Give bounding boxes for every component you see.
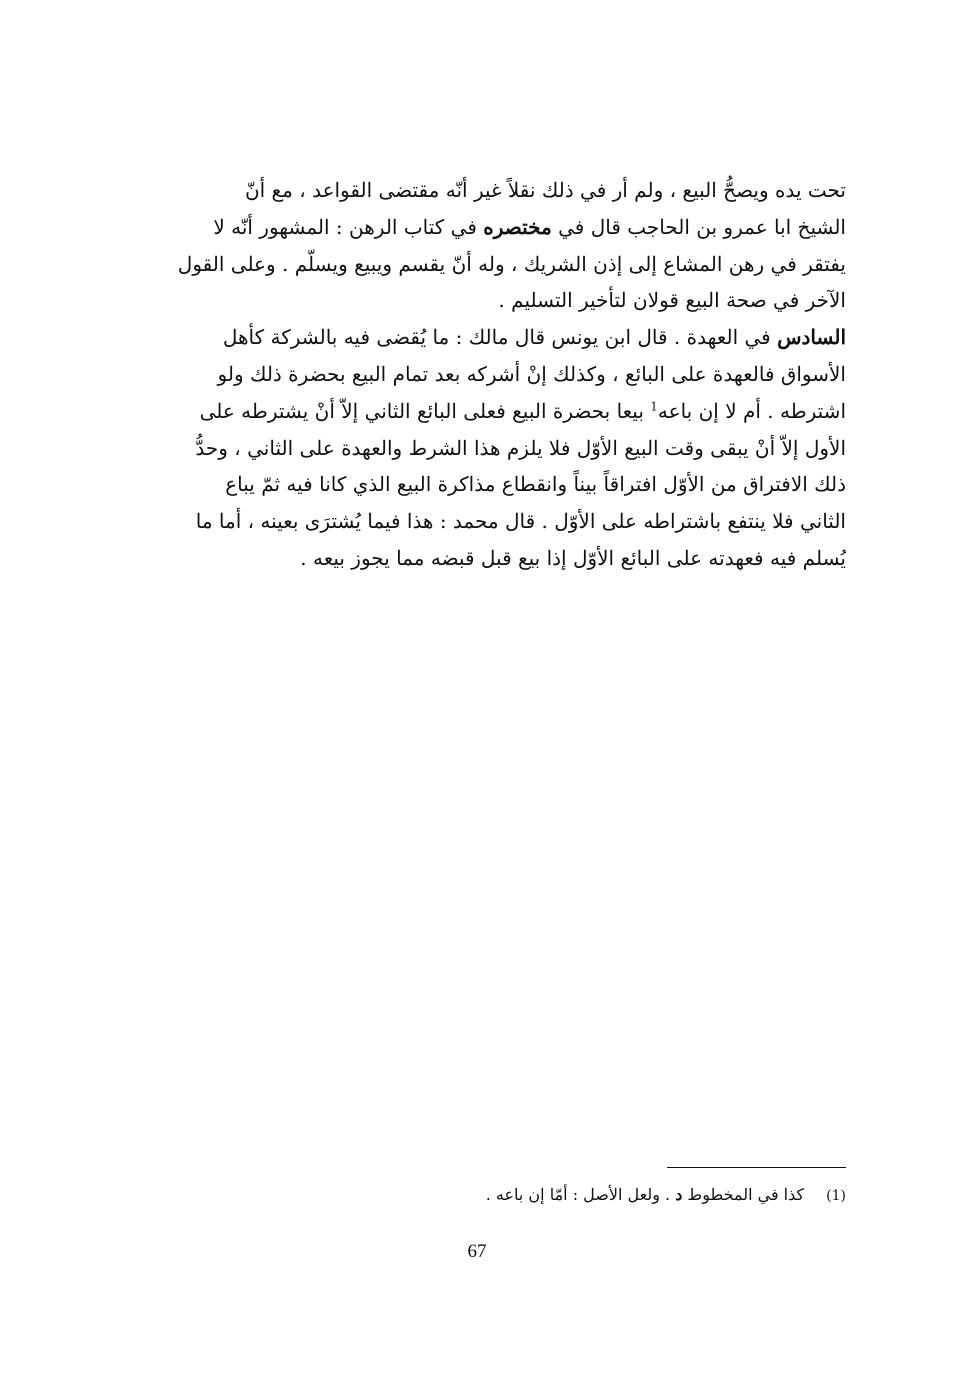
paragraph-2-line-1 (170, 319, 846, 356)
paragraph-1-line-1: تحت يده ويصحُّ البيع ، ولم أر في ذلك نقلاً غير أنّه مقتضى القواعد ، مع أنّ (244, 178, 846, 202)
paragraph-2-line-5: ذلك الافتراق من الأوّل افتراقاً بيناً وانقطاع مذاكرة البيع الذي كانا فيه ثمّ يباع (225, 472, 846, 497)
footnote-reference: 1 (650, 399, 658, 414)
paragraph-2-line-3 (170, 393, 846, 430)
main-text (170, 172, 846, 577)
paragraph-2-line-6: الثاني فلا ينتفع باشتراطه على الأوّل . قال محمد : هذا فيما يُشترَى بعينه ، أما ما (195, 509, 846, 534)
manuscript-siglum: د (675, 1185, 683, 1204)
paragraph-2 (170, 319, 846, 577)
footnote-divider (667, 1167, 846, 1168)
footnote (300, 1183, 846, 1208)
paragraph-2-line-3-start: اشترطه . أم لا إن باعه (657, 398, 846, 423)
page-number: 67 (467, 1241, 487, 1262)
paragraph-2-line-2: الأسواق فالعهدة على البائع ، وكذلك إنْ أشركه بعد تمام البيع بحضرة ذلك ولو (217, 361, 846, 386)
footnote-text-start: كذا في المخطوط (682, 1185, 805, 1204)
line-2-text-start: الشيخ ابا عمرو بن الحاجب قال في (551, 214, 846, 239)
book-title-mukhtasar: مختصره (483, 214, 552, 239)
paragraph-2-line-3-end: بيعا بحضرة البيع فعلى البائع الثاني إلاّ أنْ يشترطه على (199, 398, 651, 423)
paragraph-2-line-4: الأول إلاّ أنْ يبقى وقت البيع الأوّل فلا يلزم هذا الشرط والعهدة على الثاني ، وحدُّ (195, 435, 846, 460)
paragraph-2-line-7: يُسلم فيه فعهدته على البائع الأوّل إذا بيع قبل قبضه مما يجوز بيعه . (300, 545, 846, 570)
section-heading-sixth: السادس (777, 325, 846, 350)
footnote-number: (1) (826, 1188, 846, 1204)
paragraph-1-line-4: الآخر في صحة البيع قولان لتأخير التسليم . (498, 288, 846, 313)
paragraph-1-line-3: يفتقر في رهن المشاع إلى إذن الشريك ، وله أنّ يقسم ويبيع ويسلّم . وعلى القول (177, 251, 846, 276)
paragraph-2-line-1-rest: في العهدة . قال ابن يونس قال مالك : ما يُقضى فيه بالشركة كأهل (222, 325, 778, 350)
footnote-text-end: . ولعل الأصل : أمّا إن باعه . (485, 1185, 676, 1204)
paragraph-1-line-2 (170, 209, 846, 246)
line-2-text-end: في كتاب الرهن : المشهور أنّه لا (213, 214, 484, 239)
paragraph-1 (170, 172, 846, 319)
